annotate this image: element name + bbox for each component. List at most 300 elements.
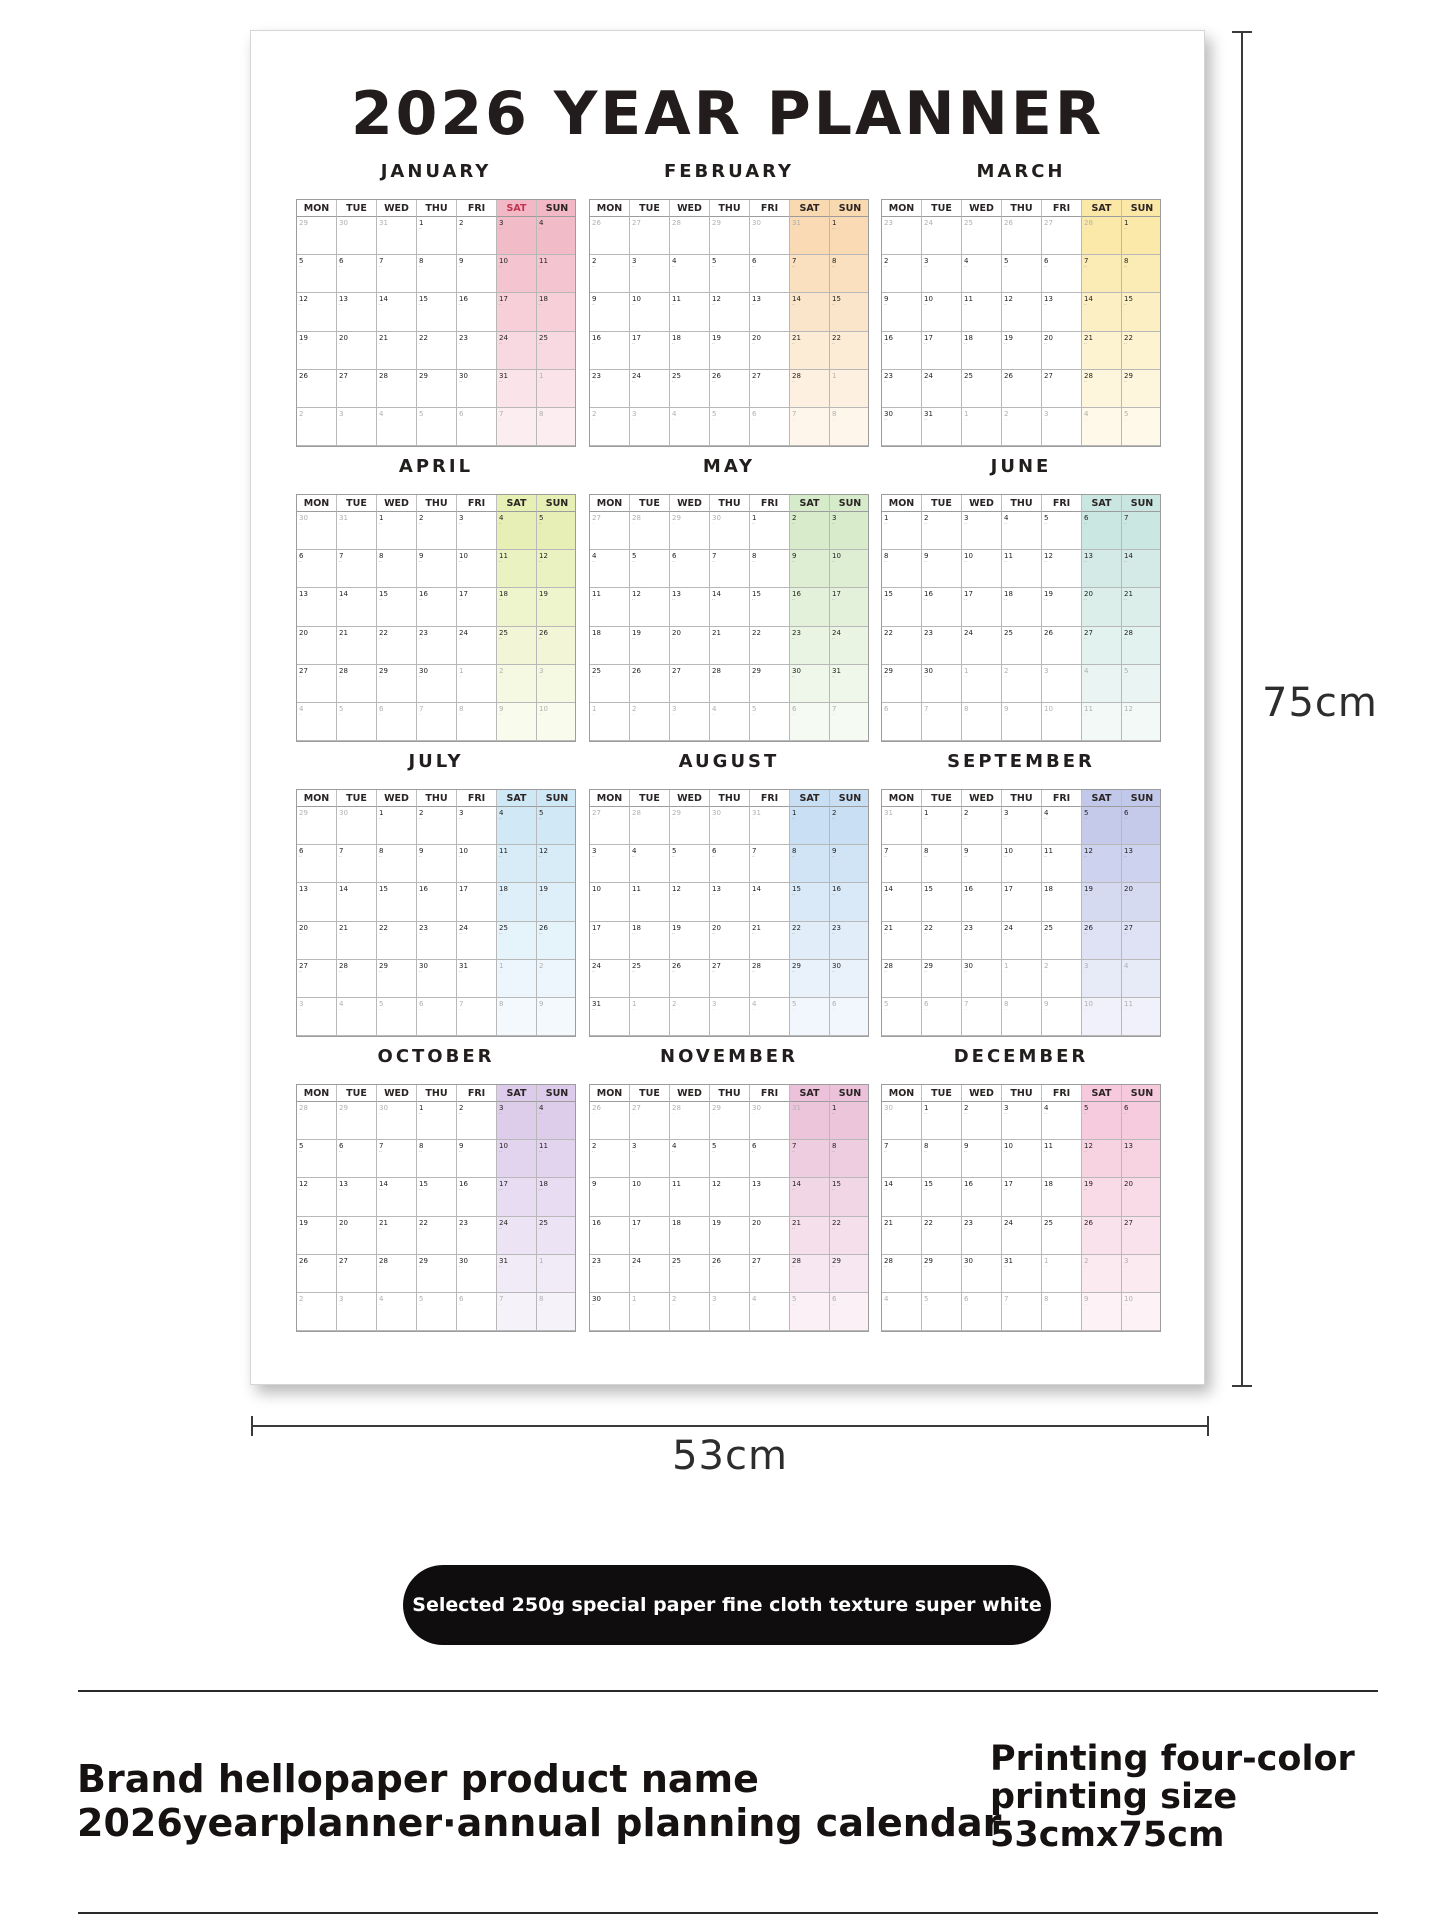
day-cell[interactable]: 24 ··: [630, 370, 670, 408]
day-cell[interactable]: 23 ··: [882, 370, 922, 408]
day-cell[interactable]: 27 ··: [337, 370, 377, 408]
day-cell[interactable]: 17 ··: [962, 588, 1002, 626]
day-cell[interactable]: 23 ··: [882, 217, 922, 255]
day-cell[interactable]: 28 ··: [337, 960, 377, 998]
day-cell[interactable]: 28 ··: [630, 512, 670, 550]
day-cell[interactable]: 30 ··: [882, 408, 922, 446]
day-cell[interactable]: 19 ··: [297, 1217, 337, 1255]
day-cell[interactable]: 19 ··: [710, 1217, 750, 1255]
day-cell[interactable]: 29 ··: [882, 665, 922, 703]
day-cell[interactable]: 2 ··: [1082, 1255, 1122, 1293]
day-cell[interactable]: 8 ··: [377, 845, 417, 883]
day-cell[interactable]: 21 ··: [1122, 588, 1161, 626]
day-cell[interactable]: 20 ··: [337, 332, 377, 370]
day-cell[interactable]: 4 ··: [630, 845, 670, 883]
day-cell[interactable]: 21 ··: [750, 922, 790, 960]
day-cell[interactable]: 30 ··: [962, 960, 1002, 998]
day-cell[interactable]: 3 ··: [922, 255, 962, 293]
day-cell[interactable]: 14 ··: [882, 1178, 922, 1216]
day-cell[interactable]: 10 ··: [830, 550, 869, 588]
day-cell[interactable]: 1 ··: [537, 1255, 576, 1293]
day-cell[interactable]: 27 ··: [1122, 922, 1161, 960]
day-cell[interactable]: 4 ··: [750, 998, 790, 1036]
day-cell[interactable]: 23 ··: [590, 1255, 630, 1293]
day-cell[interactable]: 21 ··: [337, 922, 377, 960]
day-cell[interactable]: 4 ··: [297, 703, 337, 741]
day-cell[interactable]: 2 ··: [670, 1293, 710, 1331]
day-cell[interactable]: 31 ··: [497, 370, 537, 408]
day-cell[interactable]: 11 ··: [962, 293, 1002, 331]
day-cell[interactable]: 30 ··: [710, 807, 750, 845]
day-cell[interactable]: 14 ··: [337, 883, 377, 921]
day-cell[interactable]: 18 ··: [590, 627, 630, 665]
day-cell[interactable]: 13 ··: [297, 883, 337, 921]
day-cell[interactable]: 4 ··: [1042, 807, 1082, 845]
day-cell[interactable]: 18 ··: [497, 588, 537, 626]
day-cell[interactable]: 8 ··: [830, 255, 869, 293]
day-cell[interactable]: 15 ··: [922, 1178, 962, 1216]
day-cell[interactable]: 16 ··: [590, 1217, 630, 1255]
day-cell[interactable]: 15 ··: [377, 588, 417, 626]
day-cell[interactable]: 10 ··: [457, 845, 497, 883]
day-cell[interactable]: 22 ··: [922, 922, 962, 960]
day-cell[interactable]: 1 ··: [590, 703, 630, 741]
day-cell[interactable]: 27 ··: [297, 665, 337, 703]
day-cell[interactable]: 23 ··: [962, 922, 1002, 960]
day-cell[interactable]: 10 ··: [962, 550, 1002, 588]
day-cell[interactable]: 6 ··: [790, 703, 830, 741]
day-cell[interactable]: 25 ··: [590, 665, 630, 703]
day-cell[interactable]: 2 ··: [457, 1102, 497, 1140]
day-cell[interactable]: 12 ··: [1082, 845, 1122, 883]
day-cell[interactable]: 2 ··: [590, 255, 630, 293]
day-cell[interactable]: 19 ··: [1082, 883, 1122, 921]
day-cell[interactable]: 29 ··: [790, 960, 830, 998]
day-cell[interactable]: 10 ··: [1002, 1140, 1042, 1178]
day-cell[interactable]: 16 ··: [922, 588, 962, 626]
day-cell[interactable]: 6 ··: [750, 255, 790, 293]
day-cell[interactable]: 2 ··: [922, 512, 962, 550]
day-cell[interactable]: 20 ··: [710, 922, 750, 960]
day-cell[interactable]: 2 ··: [630, 703, 670, 741]
day-cell[interactable]: 27 ··: [1042, 370, 1082, 408]
day-cell[interactable]: 9 ··: [962, 845, 1002, 883]
day-cell[interactable]: 26 ··: [590, 1102, 630, 1140]
day-cell[interactable]: 4 ··: [1122, 960, 1161, 998]
day-cell[interactable]: 28 ··: [1122, 627, 1161, 665]
day-cell[interactable]: 29 ··: [750, 665, 790, 703]
day-cell[interactable]: 9 ··: [830, 845, 869, 883]
day-cell[interactable]: 18 ··: [537, 293, 576, 331]
day-cell[interactable]: 6 ··: [337, 255, 377, 293]
day-cell[interactable]: 25 ··: [630, 960, 670, 998]
day-cell[interactable]: 5 ··: [1122, 408, 1161, 446]
day-cell[interactable]: 1 ··: [630, 998, 670, 1036]
day-cell[interactable]: 31 ··: [750, 807, 790, 845]
day-cell[interactable]: 12 ··: [297, 1178, 337, 1216]
day-cell[interactable]: 15 ··: [922, 883, 962, 921]
day-cell[interactable]: 30 ··: [297, 512, 337, 550]
day-cell[interactable]: 2 ··: [457, 217, 497, 255]
day-cell[interactable]: 10 ··: [1002, 845, 1042, 883]
day-cell[interactable]: 15 ··: [882, 588, 922, 626]
day-cell[interactable]: 27 ··: [1042, 217, 1082, 255]
day-cell[interactable]: 31 ··: [337, 512, 377, 550]
day-cell[interactable]: 27 ··: [590, 807, 630, 845]
day-cell[interactable]: 6 ··: [1122, 807, 1161, 845]
day-cell[interactable]: 8 ··: [417, 1140, 457, 1178]
day-cell[interactable]: 22 ··: [417, 332, 457, 370]
day-cell[interactable]: 7 ··: [962, 998, 1002, 1036]
day-cell[interactable]: 28 ··: [377, 1255, 417, 1293]
day-cell[interactable]: 24 ··: [922, 370, 962, 408]
day-cell[interactable]: 5 ··: [1082, 807, 1122, 845]
day-cell[interactable]: 16 ··: [882, 332, 922, 370]
day-cell[interactable]: 7 ··: [830, 703, 869, 741]
day-cell[interactable]: 30 ··: [750, 1102, 790, 1140]
day-cell[interactable]: 8 ··: [790, 845, 830, 883]
day-cell[interactable]: 12 ··: [630, 588, 670, 626]
day-cell[interactable]: 12 ··: [1082, 1140, 1122, 1178]
day-cell[interactable]: 11 ··: [630, 883, 670, 921]
day-cell[interactable]: 6 ··: [417, 998, 457, 1036]
day-cell[interactable]: 7 ··: [337, 550, 377, 588]
day-cell[interactable]: 16 ··: [790, 588, 830, 626]
day-cell[interactable]: 5 ··: [1082, 1102, 1122, 1140]
day-cell[interactable]: 30 ··: [590, 1293, 630, 1331]
day-cell[interactable]: 11 ··: [1042, 1140, 1082, 1178]
day-cell[interactable]: 30 ··: [337, 807, 377, 845]
day-cell[interactable]: 3 ··: [630, 408, 670, 446]
day-cell[interactable]: 5 ··: [790, 998, 830, 1036]
day-cell[interactable]: 15 ··: [830, 1178, 869, 1216]
day-cell[interactable]: 9 ··: [922, 550, 962, 588]
day-cell[interactable]: 8 ··: [922, 845, 962, 883]
day-cell[interactable]: 11 ··: [1082, 703, 1122, 741]
day-cell[interactable]: 7 ··: [882, 845, 922, 883]
day-cell[interactable]: 23 ··: [417, 922, 457, 960]
day-cell[interactable]: 5 ··: [337, 703, 377, 741]
day-cell[interactable]: 9 ··: [1002, 703, 1042, 741]
day-cell[interactable]: 3 ··: [830, 512, 869, 550]
day-cell[interactable]: 11 ··: [497, 845, 537, 883]
day-cell[interactable]: 2 ··: [790, 512, 830, 550]
day-cell[interactable]: 14 ··: [377, 1178, 417, 1216]
day-cell[interactable]: 12 ··: [710, 1178, 750, 1216]
day-cell[interactable]: 2 ··: [537, 960, 576, 998]
day-cell[interactable]: 2 ··: [590, 1140, 630, 1178]
day-cell[interactable]: 25 ··: [497, 922, 537, 960]
day-cell[interactable]: 5 ··: [537, 512, 576, 550]
day-cell[interactable]: 19 ··: [1042, 588, 1082, 626]
day-cell[interactable]: 8 ··: [882, 550, 922, 588]
day-cell[interactable]: 17 ··: [830, 588, 869, 626]
day-cell[interactable]: 26 ··: [670, 960, 710, 998]
day-cell[interactable]: 29 ··: [377, 960, 417, 998]
day-cell[interactable]: 8 ··: [417, 255, 457, 293]
day-cell[interactable]: 16 ··: [417, 588, 457, 626]
day-cell[interactable]: 28 ··: [790, 1255, 830, 1293]
day-cell[interactable]: 24 ··: [1002, 1217, 1042, 1255]
day-cell[interactable]: 2 ··: [830, 807, 869, 845]
day-cell[interactable]: 17 ··: [590, 922, 630, 960]
day-cell[interactable]: 2 ··: [882, 255, 922, 293]
day-cell[interactable]: 9 ··: [497, 703, 537, 741]
day-cell[interactable]: 6 ··: [830, 998, 869, 1036]
day-cell[interactable]: 30 ··: [417, 665, 457, 703]
day-cell[interactable]: 5 ··: [710, 255, 750, 293]
day-cell[interactable]: 3 ··: [590, 845, 630, 883]
day-cell[interactable]: 2 ··: [297, 1293, 337, 1331]
day-cell[interactable]: 28 ··: [1082, 217, 1122, 255]
day-cell[interactable]: 3 ··: [497, 217, 537, 255]
day-cell[interactable]: 2 ··: [1042, 960, 1082, 998]
day-cell[interactable]: 11 ··: [1042, 845, 1082, 883]
day-cell[interactable]: 3 ··: [457, 807, 497, 845]
day-cell[interactable]: 28 ··: [630, 807, 670, 845]
day-cell[interactable]: 22 ··: [922, 1217, 962, 1255]
day-cell[interactable]: 30 ··: [457, 370, 497, 408]
day-cell[interactable]: 13 ··: [1042, 293, 1082, 331]
day-cell[interactable]: 1 ··: [830, 217, 869, 255]
day-cell[interactable]: 17 ··: [497, 1178, 537, 1216]
day-cell[interactable]: 28 ··: [297, 1102, 337, 1140]
day-cell[interactable]: 23 ··: [457, 1217, 497, 1255]
day-cell[interactable]: 13 ··: [670, 588, 710, 626]
day-cell[interactable]: 14 ··: [337, 588, 377, 626]
day-cell[interactable]: 2 ··: [297, 408, 337, 446]
day-cell[interactable]: 9 ··: [962, 1140, 1002, 1178]
day-cell[interactable]: 9 ··: [590, 293, 630, 331]
day-cell[interactable]: 7 ··: [1002, 1293, 1042, 1331]
day-cell[interactable]: 17 ··: [497, 293, 537, 331]
day-cell[interactable]: 16 ··: [962, 883, 1002, 921]
day-cell[interactable]: 7 ··: [922, 703, 962, 741]
day-cell[interactable]: 29 ··: [377, 665, 417, 703]
day-cell[interactable]: 19 ··: [1082, 1178, 1122, 1216]
day-cell[interactable]: 22 ··: [417, 1217, 457, 1255]
day-cell[interactable]: 1 ··: [882, 512, 922, 550]
day-cell[interactable]: 13 ··: [1082, 550, 1122, 588]
day-cell[interactable]: 29 ··: [417, 1255, 457, 1293]
day-cell[interactable]: 19 ··: [537, 883, 576, 921]
day-cell[interactable]: 10 ··: [537, 703, 576, 741]
day-cell[interactable]: 6 ··: [830, 1293, 869, 1331]
day-cell[interactable]: 25 ··: [962, 370, 1002, 408]
day-cell[interactable]: 11 ··: [670, 1178, 710, 1216]
day-cell[interactable]: 10 ··: [1082, 998, 1122, 1036]
day-cell[interactable]: 1 ··: [830, 370, 869, 408]
day-cell[interactable]: 31 ··: [497, 1255, 537, 1293]
day-cell[interactable]: 5 ··: [922, 1293, 962, 1331]
day-cell[interactable]: 14 ··: [1082, 293, 1122, 331]
day-cell[interactable]: 13 ··: [750, 293, 790, 331]
day-cell[interactable]: 12 ··: [537, 845, 576, 883]
day-cell[interactable]: 13 ··: [297, 588, 337, 626]
day-cell[interactable]: 21 ··: [377, 332, 417, 370]
day-cell[interactable]: 24 ··: [630, 1255, 670, 1293]
day-cell[interactable]: 14 ··: [790, 1178, 830, 1216]
day-cell[interactable]: 30 ··: [922, 665, 962, 703]
day-cell[interactable]: 26 ··: [590, 217, 630, 255]
day-cell[interactable]: 23 ··: [830, 922, 869, 960]
day-cell[interactable]: 24 ··: [590, 960, 630, 998]
day-cell[interactable]: 10 ··: [457, 550, 497, 588]
day-cell[interactable]: 3 ··: [457, 512, 497, 550]
day-cell[interactable]: 7 ··: [497, 1293, 537, 1331]
day-cell[interactable]: 10 ··: [497, 1140, 537, 1178]
day-cell[interactable]: 27 ··: [630, 1102, 670, 1140]
day-cell[interactable]: 8 ··: [377, 550, 417, 588]
day-cell[interactable]: 18 ··: [670, 1217, 710, 1255]
day-cell[interactable]: 26 ··: [710, 1255, 750, 1293]
day-cell[interactable]: 1 ··: [1002, 960, 1042, 998]
day-cell[interactable]: 18 ··: [1002, 588, 1042, 626]
day-cell[interactable]: 3 ··: [962, 512, 1002, 550]
day-cell[interactable]: 28 ··: [750, 960, 790, 998]
day-cell[interactable]: 31 ··: [590, 998, 630, 1036]
day-cell[interactable]: 5 ··: [537, 807, 576, 845]
day-cell[interactable]: 8 ··: [962, 703, 1002, 741]
day-cell[interactable]: 22 ··: [377, 627, 417, 665]
day-cell[interactable]: 27 ··: [710, 960, 750, 998]
day-cell[interactable]: 14 ··: [377, 293, 417, 331]
day-cell[interactable]: 12 ··: [537, 550, 576, 588]
day-cell[interactable]: 8 ··: [537, 1293, 576, 1331]
day-cell[interactable]: 24 ··: [1002, 922, 1042, 960]
day-cell[interactable]: 26 ··: [297, 1255, 337, 1293]
day-cell[interactable]: 16 ··: [962, 1178, 1002, 1216]
day-cell[interactable]: 6 ··: [750, 1140, 790, 1178]
day-cell[interactable]: 12 ··: [710, 293, 750, 331]
day-cell[interactable]: 1 ··: [962, 665, 1002, 703]
day-cell[interactable]: 3 ··: [1042, 408, 1082, 446]
day-cell[interactable]: 9 ··: [537, 998, 576, 1036]
day-cell[interactable]: 29 ··: [710, 217, 750, 255]
day-cell[interactable]: 27 ··: [297, 960, 337, 998]
day-cell[interactable]: 7 ··: [417, 703, 457, 741]
day-cell[interactable]: 4 ··: [750, 1293, 790, 1331]
day-cell[interactable]: 5 ··: [710, 1140, 750, 1178]
day-cell[interactable]: 7 ··: [377, 1140, 417, 1178]
day-cell[interactable]: 24 ··: [962, 627, 1002, 665]
day-cell[interactable]: 30 ··: [337, 217, 377, 255]
day-cell[interactable]: 24 ··: [830, 627, 869, 665]
day-cell[interactable]: 5 ··: [297, 1140, 337, 1178]
day-cell[interactable]: 27 ··: [1122, 1217, 1161, 1255]
day-cell[interactable]: 3 ··: [497, 1102, 537, 1140]
day-cell[interactable]: 21 ··: [710, 627, 750, 665]
day-cell[interactable]: 1 ··: [1042, 1255, 1082, 1293]
day-cell[interactable]: 7 ··: [457, 998, 497, 1036]
day-cell[interactable]: 12 ··: [1042, 550, 1082, 588]
day-cell[interactable]: 24 ··: [922, 217, 962, 255]
day-cell[interactable]: 19 ··: [670, 922, 710, 960]
day-cell[interactable]: 8 ··: [830, 408, 869, 446]
day-cell[interactable]: 1 ··: [537, 370, 576, 408]
day-cell[interactable]: 7 ··: [750, 845, 790, 883]
day-cell[interactable]: 6 ··: [1042, 255, 1082, 293]
day-cell[interactable]: 3 ··: [1002, 807, 1042, 845]
day-cell[interactable]: 1 ··: [750, 512, 790, 550]
day-cell[interactable]: 4 ··: [377, 408, 417, 446]
day-cell[interactable]: 28 ··: [377, 370, 417, 408]
day-cell[interactable]: 15 ··: [417, 1178, 457, 1216]
day-cell[interactable]: 18 ··: [670, 332, 710, 370]
day-cell[interactable]: 7 ··: [377, 255, 417, 293]
day-cell[interactable]: 31 ··: [922, 408, 962, 446]
day-cell[interactable]: 27 ··: [630, 217, 670, 255]
day-cell[interactable]: 5 ··: [882, 998, 922, 1036]
day-cell[interactable]: 27 ··: [590, 512, 630, 550]
day-cell[interactable]: 4 ··: [590, 550, 630, 588]
day-cell[interactable]: 21 ··: [790, 1217, 830, 1255]
day-cell[interactable]: 18 ··: [537, 1178, 576, 1216]
day-cell[interactable]: 4 ··: [537, 217, 576, 255]
day-cell[interactable]: 22 ··: [1122, 332, 1161, 370]
day-cell[interactable]: 2 ··: [1002, 665, 1042, 703]
day-cell[interactable]: 4 ··: [377, 1293, 417, 1331]
day-cell[interactable]: 24 ··: [497, 1217, 537, 1255]
day-cell[interactable]: 1 ··: [922, 807, 962, 845]
day-cell[interactable]: 10 ··: [1042, 703, 1082, 741]
day-cell[interactable]: 1 ··: [790, 807, 830, 845]
day-cell[interactable]: 22 ··: [377, 922, 417, 960]
day-cell[interactable]: 2 ··: [497, 665, 537, 703]
day-cell[interactable]: 21 ··: [377, 1217, 417, 1255]
day-cell[interactable]: 12 ··: [297, 293, 337, 331]
day-cell[interactable]: 5 ··: [630, 550, 670, 588]
day-cell[interactable]: 29 ··: [417, 370, 457, 408]
day-cell[interactable]: 8 ··: [1122, 255, 1161, 293]
day-cell[interactable]: 5 ··: [1002, 255, 1042, 293]
day-cell[interactable]: 6 ··: [750, 408, 790, 446]
day-cell[interactable]: 3 ··: [337, 1293, 377, 1331]
day-cell[interactable]: 31 ··: [830, 665, 869, 703]
day-cell[interactable]: 27 ··: [670, 665, 710, 703]
day-cell[interactable]: 8 ··: [830, 1140, 869, 1178]
day-cell[interactable]: 5 ··: [297, 255, 337, 293]
day-cell[interactable]: 8 ··: [457, 703, 497, 741]
day-cell[interactable]: 25 ··: [1002, 627, 1042, 665]
day-cell[interactable]: 3 ··: [537, 665, 576, 703]
day-cell[interactable]: 7 ··: [790, 1140, 830, 1178]
day-cell[interactable]: 15 ··: [417, 293, 457, 331]
day-cell[interactable]: 27 ··: [750, 370, 790, 408]
day-cell[interactable]: 3 ··: [670, 703, 710, 741]
day-cell[interactable]: 6 ··: [337, 1140, 377, 1178]
day-cell[interactable]: 31 ··: [457, 960, 497, 998]
day-cell[interactable]: 26 ··: [1082, 922, 1122, 960]
day-cell[interactable]: 3 ··: [337, 408, 377, 446]
day-cell[interactable]: 21 ··: [882, 922, 922, 960]
day-cell[interactable]: 6 ··: [457, 408, 497, 446]
day-cell[interactable]: 15 ··: [790, 883, 830, 921]
day-cell[interactable]: 10 ··: [497, 255, 537, 293]
day-cell[interactable]: 11 ··: [670, 293, 710, 331]
day-cell[interactable]: 6 ··: [297, 550, 337, 588]
day-cell[interactable]: 3 ··: [710, 1293, 750, 1331]
day-cell[interactable]: 16 ··: [457, 1178, 497, 1216]
day-cell[interactable]: 18 ··: [962, 332, 1002, 370]
day-cell[interactable]: 10 ··: [630, 293, 670, 331]
day-cell[interactable]: 22 ··: [790, 922, 830, 960]
day-cell[interactable]: 13 ··: [337, 1178, 377, 1216]
day-cell[interactable]: 10 ··: [922, 293, 962, 331]
day-cell[interactable]: 6 ··: [297, 845, 337, 883]
day-cell[interactable]: 18 ··: [1042, 883, 1082, 921]
day-cell[interactable]: 8 ··: [497, 998, 537, 1036]
